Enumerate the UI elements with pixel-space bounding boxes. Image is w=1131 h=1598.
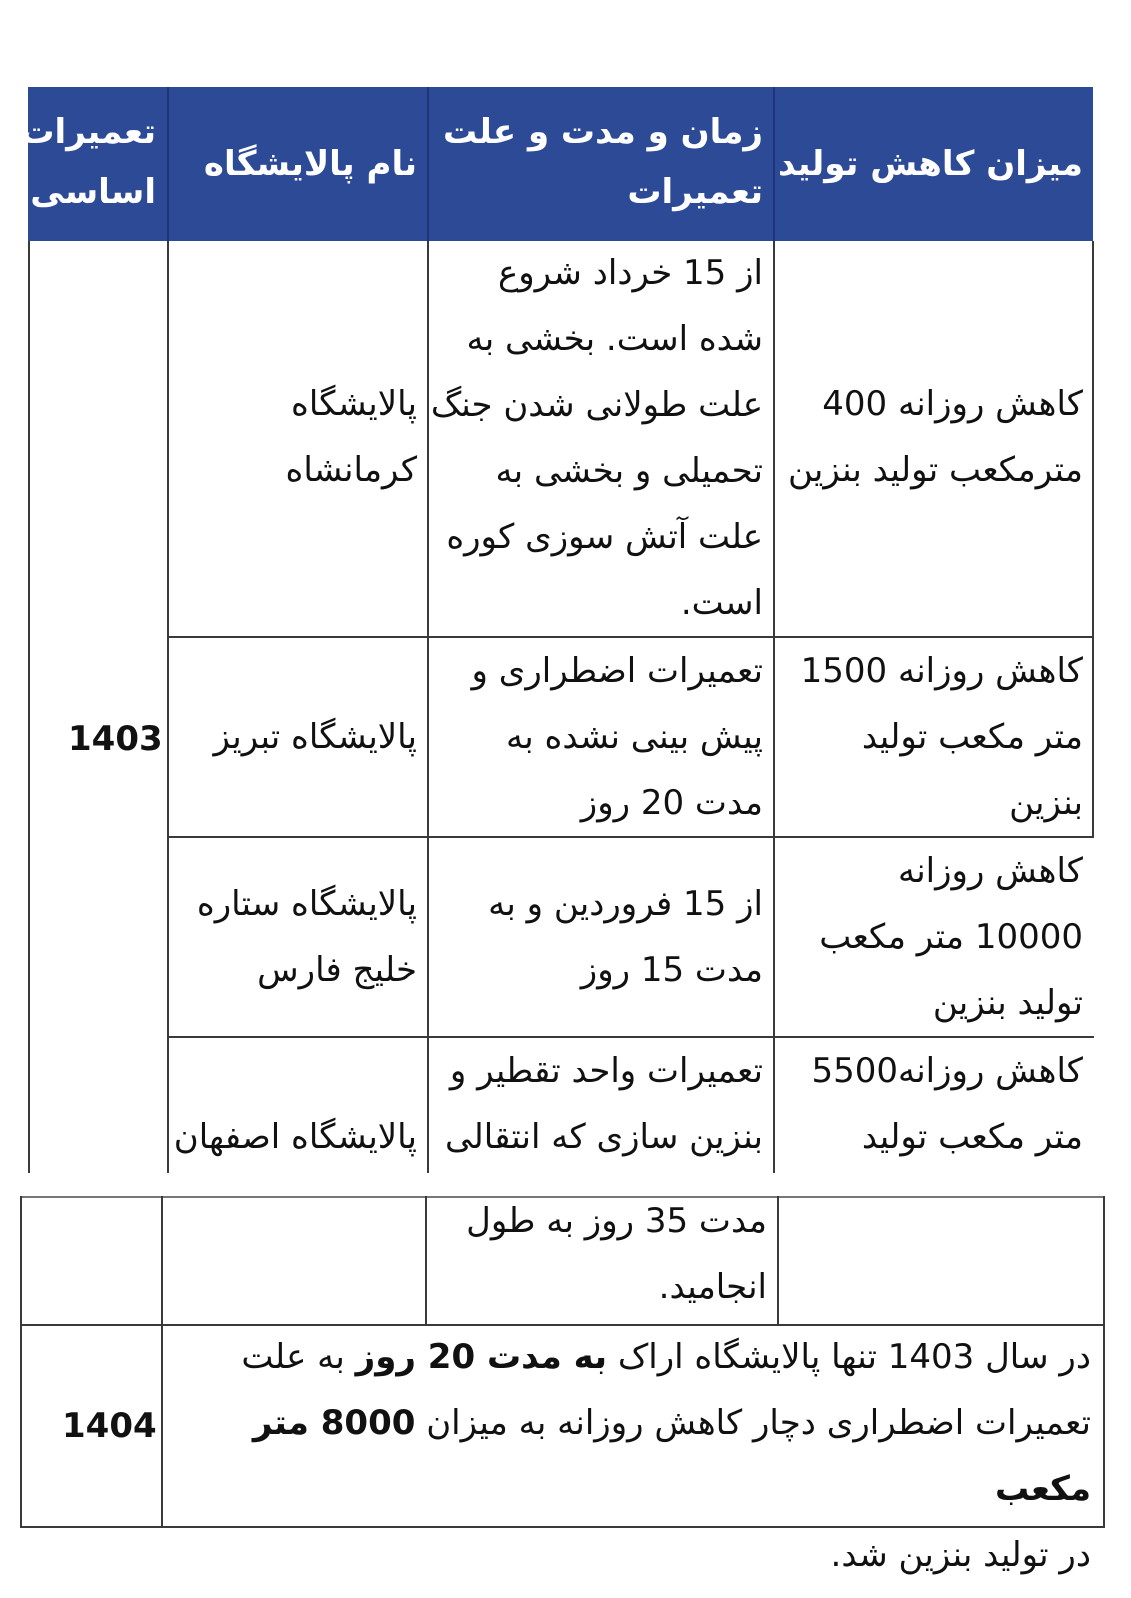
summary-text: به علت — [241, 1337, 356, 1377]
text-line: متر مکعب تولید — [861, 1117, 1083, 1157]
table-border — [425, 1196, 427, 1324]
summary-bold: به مدت 20 روز — [355, 1337, 608, 1377]
text-line: تولید بنزین — [932, 983, 1083, 1023]
reason-cell — [472, 638, 763, 836]
summary-line — [191, 1324, 1091, 1390]
reason-cell — [431, 240, 763, 636]
text-line: مدت 15 روز — [580, 950, 763, 990]
text-line: از 15 فروردین و به — [488, 884, 763, 924]
year-1404: 1404 — [62, 1406, 157, 1446]
refinery-cell — [286, 371, 417, 503]
text-line: کاهش روزانه 1500 — [800, 651, 1083, 691]
header-divider — [167, 87, 169, 241]
text-line: کاهش روزانه 400 — [822, 384, 1083, 424]
table-border — [1092, 241, 1094, 837]
header-reduction: میزان کاهش تولید — [778, 144, 1083, 184]
header-divider — [427, 87, 429, 241]
reduction-cell — [788, 371, 1083, 503]
text-line: کاهش روزانه5500 — [811, 1051, 1083, 1091]
text-line: انجامید. — [658, 1267, 767, 1307]
summary-text: در تولید بنزین شد. — [830, 1535, 1091, 1575]
table-border — [20, 1196, 22, 1528]
text-line: پالایشگاه تبریز — [213, 717, 417, 757]
text-line: بنزین سازی که انتقالی — [445, 1117, 763, 1157]
reason-cell — [445, 1038, 763, 1170]
text-line: مدت 20 روز — [580, 783, 763, 823]
reduction-cell — [819, 838, 1083, 1036]
text-line: تعمیرات واحد تقطیر و — [449, 1051, 763, 1091]
text-line: تحمیلی و بخشی به — [495, 451, 763, 491]
text-line: کرمانشاه — [285, 450, 417, 490]
table-border — [773, 241, 775, 1173]
text-line: علت طولانی شدن جنگ — [430, 385, 763, 425]
text-line: 10000 متر مکعب — [819, 917, 1083, 957]
refinery-cell — [214, 704, 417, 770]
reason-cell — [488, 871, 763, 1003]
text-line: پیش بینی نشده به — [506, 717, 763, 757]
text-line: متر مکعب تولید — [861, 717, 1083, 757]
summary-line — [191, 1390, 1091, 1522]
refinery-cell — [174, 1104, 417, 1170]
text-line: شده است. بخشی به — [466, 319, 763, 359]
reduction-cell — [801, 638, 1083, 836]
year-1403: 1403 — [68, 719, 163, 759]
refinery-cell — [197, 871, 417, 1003]
header-refinery: نام پالایشگاه — [203, 144, 417, 184]
table-border — [167, 241, 169, 1173]
text-line: پالایشگاه ستاره — [196, 884, 417, 924]
table-border — [777, 1196, 779, 1324]
text-line: پالایشگاه اصفهان — [173, 1117, 417, 1157]
text-line: پالایشگاه — [291, 384, 417, 424]
table-border — [1103, 1196, 1105, 1528]
text-line: بنزین — [1009, 783, 1083, 823]
table-border — [161, 1196, 163, 1528]
header-overhaul-line2: اساسی — [30, 172, 156, 212]
text-line: مترمکعب تولید بنزین — [788, 450, 1083, 490]
header-reason-line1: زمان و مدت و علت — [443, 112, 763, 152]
summary-line — [191, 1522, 1091, 1588]
text-line: از 15 خرداد شروع — [497, 253, 763, 293]
reduction-cell — [811, 1038, 1083, 1170]
table-border — [427, 241, 429, 1173]
header-divider — [773, 87, 775, 241]
text-line: کاهش روزانه — [897, 851, 1083, 891]
summary-text: تعمیرات اضطراری دچار کاهش روزانه به میزان — [415, 1403, 1091, 1443]
text-line: است. — [680, 583, 763, 623]
reason-continued-cell — [466, 1188, 767, 1320]
text-line: علت آتش سوزی کوره — [446, 517, 763, 557]
text-line: تعمیرات اضطراری و — [471, 651, 763, 691]
summary-text: در سال 1403 تنها پالایشگاه اراک — [607, 1337, 1091, 1377]
header-overhaul-line1: تعمیرات — [20, 112, 156, 152]
summary-bold: 8000 متر مکعب — [252, 1403, 1091, 1509]
text-line: مدت 35 روز به طول — [466, 1201, 767, 1241]
table-border — [28, 241, 30, 1173]
summary-cell — [191, 1324, 1091, 1588]
text-line: خلیج فارس — [257, 950, 417, 990]
header-reason-line2: تعمیرات — [627, 172, 763, 212]
